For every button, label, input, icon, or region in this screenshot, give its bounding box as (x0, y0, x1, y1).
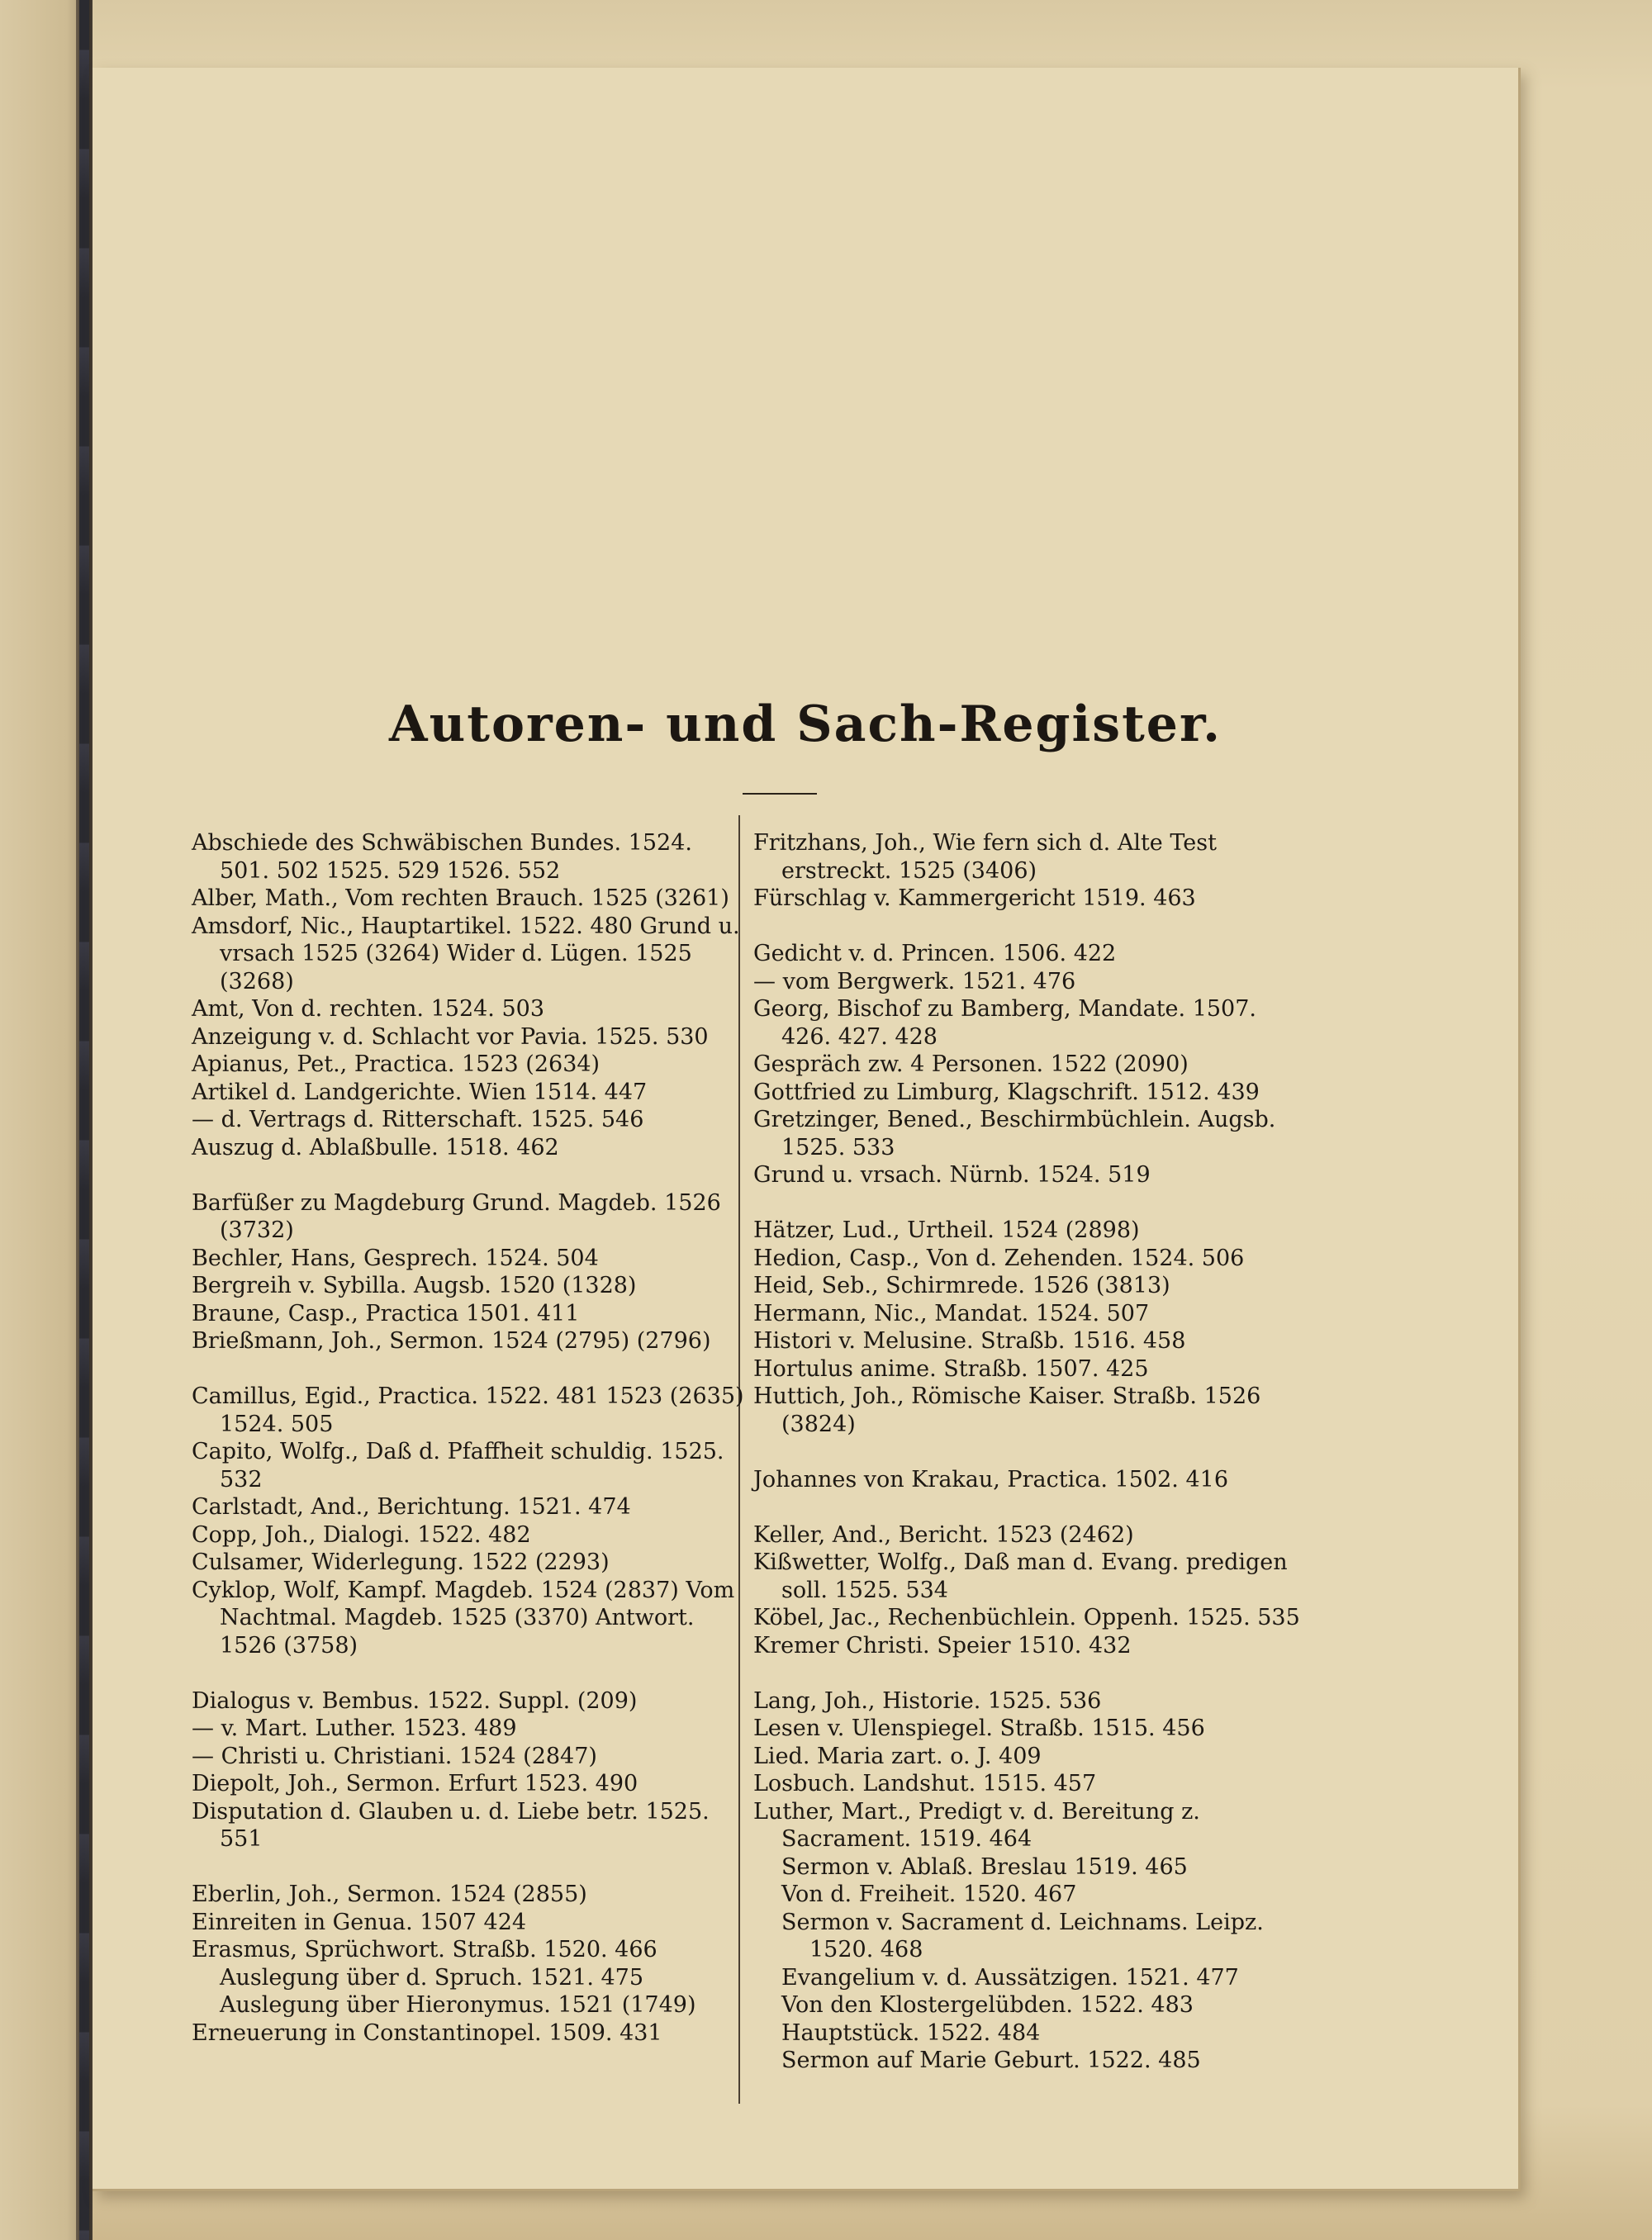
section-gap (192, 1161, 745, 1189)
index-entry: Abschiede des Schwäbischen Bundes. 1524. 501. 502 1525. 529 1526. 552 (192, 830, 692, 884)
index-column-left (192, 829, 745, 2047)
index-entry: Sermon auf Marie Geburt. 1522. 485 (781, 2048, 1201, 2073)
index-entry: Carlstadt, And., Berichtung. 1521. 474 (192, 1494, 631, 1520)
index-entry: Gedicht v. d. Princen. 1506. 422 (753, 941, 1117, 966)
index-entry: Köbel, Jac., Rechenbüchlein. Oppenh. 1525. 535 (753, 1605, 1300, 1630)
index-entry: Lied. Maria zart. o. J. 409 (753, 1743, 1042, 1769)
index-entry: Barfüßer zu Magdeburg Grund. Magdeb. 1526 (3732) (192, 1189, 721, 1243)
section-gap (753, 1438, 1307, 1466)
index-entry: Sermon v. Sacrament d. Leichnams. Leipz. 1520. 468 (781, 1909, 1264, 1962)
index-entry: Hauptstück. 1522. 484 (781, 2019, 1041, 2046)
index-entry: Georg, Bischof zu Bamberg, Mandate. 1507. 426. 427. 428 (753, 996, 1256, 1050)
title-rule (743, 793, 817, 795)
index-entry: Fritzhans, Joh., Wie fern sich d. Alte Test erstreckt. 1525 (3406) (753, 830, 1217, 884)
index-entry: Von d. Freiheit. 1520. 467 (781, 1882, 1077, 1907)
page-sheet (93, 68, 1521, 2191)
index-entry: Histori v. Melusine. Straßb. 1516. 458 (753, 1328, 1186, 1354)
index-entry: Alber, Math., Vom rechten Brauch. 1525 (3261) (192, 885, 729, 911)
index-entry: Erneuerung in Constantinopel. 1509. 431 (192, 2019, 662, 2046)
index-entry: Camillus, Egid., Practica. 1522. 481 1523 (2635) 1524. 505 (192, 1383, 744, 1437)
index-entry: Hedion, Casp., Von d. Zehenden. 1524. 506 (753, 1245, 1245, 1271)
section-gap (192, 1853, 745, 1882)
binding-spine (79, 0, 89, 2240)
section-gap (753, 913, 1307, 941)
section-gap (753, 1659, 1307, 1687)
index-entry: — d. Vertrags d. Ritterschaft. 1525. 546 (192, 1107, 644, 1132)
index-entry: Heid, Seb., Schirmrede. 1526 (3813) (753, 1273, 1170, 1298)
index-entry: Losbuch. Landshut. 1515. 457 (753, 1771, 1097, 1796)
index-entry: Cyklop, Wolf, Kampf. Magdeb. 1524 (2837) Vom Nachtmal. Magdeb. 1525 (3370) Antwort. 1526 (3758) (192, 1577, 735, 1659)
index-entry: — v. Mart. Luther. 1523. 489 (192, 1716, 517, 1741)
index-entry: Eberlin, Joh., Sermon. 1524 (2855) (192, 1882, 587, 1907)
index-entry: Bergreih v. Sybilla. Augsb. 1520 (1328) (192, 1273, 637, 1298)
index-entry: Lesen v. Ulenspiegel. Straßb. 1515. 456 (753, 1716, 1205, 1741)
index-entry: Von den Klostergelübden. 1522. 483 (781, 1992, 1194, 2018)
index-entry: Gottfried zu Limburg, Klagschrift. 1512. 439 (753, 1079, 1260, 1105)
index-entry: Lang, Joh., Historie. 1525. 536 (753, 1687, 1102, 1714)
index-entry: Einreiten in Genua. 1507 424 (192, 1909, 527, 1935)
index-entry: Amt, Von d. rechten. 1524. 503 (192, 996, 545, 1022)
section-gap (192, 1355, 745, 1383)
index-entry: Erasmus, Sprüchwort. Straßb. 1520. 466 Auslegung über d. Spruch. 1521. 475 Auslegung über Hieronymus. 1521 (1749) (192, 1937, 696, 2018)
section-gap (753, 1189, 1307, 1217)
index-entry: Fürschlag v. Kammergericht 1519. 463 (753, 885, 1196, 911)
index-entry: Hortulus anime. Straßb. 1507. 425 (753, 1355, 1149, 1382)
section-gap (192, 1659, 745, 1687)
right-page (93, 0, 1652, 2240)
index-entry: Amsdorf, Nic., Hauptartikel. 1522. 480 Grund u. vrsach 1525 (3264) Wider d. Lügen. 1525 (3268) (192, 913, 740, 994)
index-entry: Copp, Joh., Dialogi. 1522. 482 (192, 1521, 531, 1548)
index-entry: Gretzinger, Bened., Beschirmbüchlein. Augsb. 1525. 533 (753, 1107, 1276, 1160)
index-entry: Artikel d. Landgerichte. Wien 1514. 447 (192, 1079, 648, 1105)
index-entry: Sermon v. Ablaß. Breslau 1519. 465 (781, 1853, 1188, 1880)
index-entry: Hätzer, Lud., Urtheil. 1524 (2898) (753, 1217, 1140, 1243)
index-entry: Anzeigung v. d. Schlacht vor Pavia. 1525. 530 (192, 1023, 709, 1050)
index-entry: Auszug d. Ablaßbulle. 1518. 462 (192, 1134, 559, 1160)
index-entry: Grund u. vrsach. Nürnb. 1524. 519 (753, 1162, 1151, 1188)
index-entry: Braune, Casp., Practica 1501. 411 (192, 1300, 580, 1326)
index-entry: Diepolt, Joh., Sermon. Erfurt 1523. 490 (192, 1771, 638, 1796)
index-entry: Bechler, Hans, Gesprech. 1524. 504 (192, 1245, 599, 1271)
index-entry: Kißwetter, Wolfg., Daß man d. Evang. predigen soll. 1525. 534 (753, 1549, 1288, 1603)
index-column-right (753, 829, 1307, 2075)
index-entry: Luther, Mart., Predigt v. d. Bereitung z. Sacrament. 1519. 464 (753, 1798, 1200, 1852)
page-title: Autoren- und Sach-Register. (389, 695, 1222, 753)
index-entry: Johannes von Krakau, Practica. 1502. 416 (753, 1466, 1229, 1493)
index-entry: Capito, Wolfg., Daß d. Pfaffheit schuldig. 1525. 532 (192, 1439, 724, 1493)
index-entry: Huttich, Joh., Römische Kaiser. Straßb. 1526 (3824) (753, 1383, 1261, 1437)
index-entry: Hermann, Nic., Mandat. 1524. 507 (753, 1300, 1150, 1326)
index-entry: Apianus, Pet., Practica. 1523 (2634) (192, 1051, 601, 1077)
index-entry: Evangelium v. d. Aussätzigen. 1521. 477 (781, 1964, 1239, 1991)
section-gap (753, 1493, 1307, 1521)
index-entry: Dialogus v. Bembus. 1522. Suppl. (209) (192, 1687, 638, 1714)
index-entry: — Christi u. Christiani. 1524 (2847) (192, 1743, 597, 1769)
index-entry: Disputation d. Glauben u. d. Liebe betr. 1525. 551 (192, 1798, 710, 1852)
index-entry: Brießmann, Joh., Sermon. 1524 (2795) (2796) (192, 1328, 711, 1354)
index-entry: — vom Bergwerk. 1521. 476 (753, 968, 1076, 994)
index-entry: Kremer Christi. Speier 1510. 432 (753, 1632, 1132, 1659)
index-entry: Keller, And., Bericht. 1523 (2462) (753, 1521, 1134, 1548)
index-entry: Gespräch zw. 4 Personen. 1522 (2090) (753, 1051, 1189, 1077)
index-entry: Culsamer, Widerlegung. 1522 (2293) (192, 1549, 610, 1575)
